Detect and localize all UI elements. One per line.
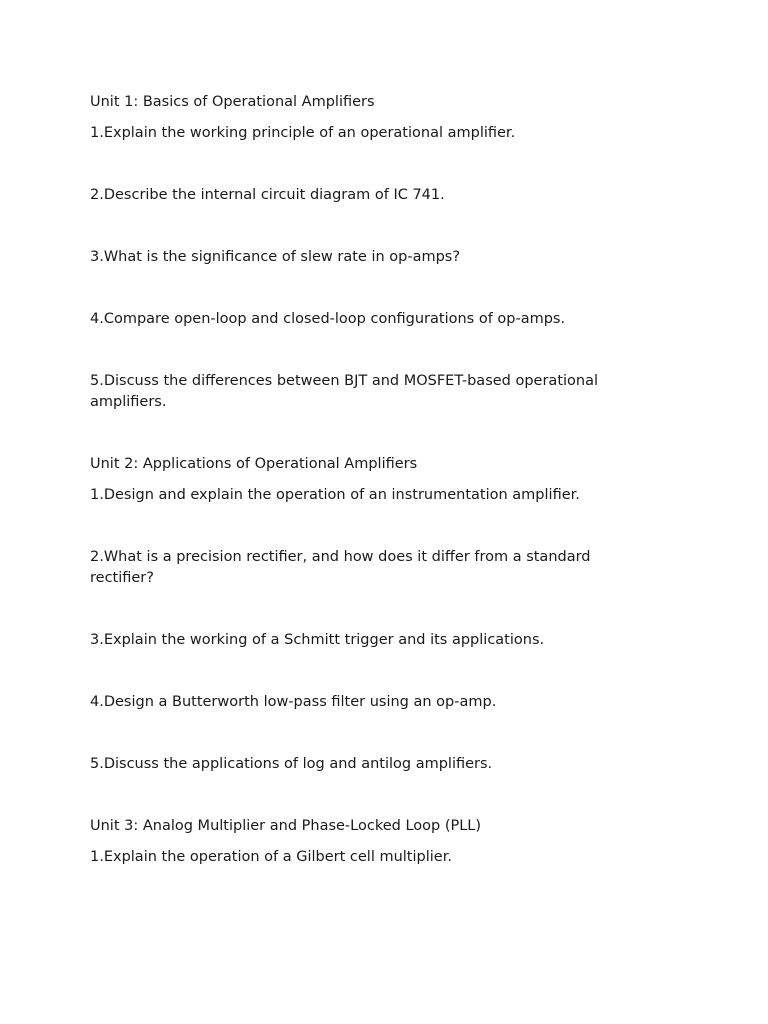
question-item: 2.Describe the internal circuit diagram of IC 741.: [90, 187, 445, 203]
question-item: 3.What is the significance of slew rate in op-amps?: [90, 249, 461, 265]
unit-3: [90, 816, 628, 868]
unit-title: Unit 3: Analog Multiplier and Phase-Locked Loop (PLL): [90, 818, 482, 834]
question-item: 2.What is a precision rectifier, and how does it differ from a standard rectifier?: [90, 549, 591, 586]
unit-2: [90, 454, 628, 775]
question-item: 4.Compare open-loop and closed-loop configurations of op-amps.: [90, 311, 566, 327]
unit-title: Unit 1: Basics of Operational Amplifiers: [90, 94, 375, 110]
unit-title: Unit 2: Applications of Operational Amplifiers: [90, 456, 418, 472]
unit-1: [90, 92, 628, 413]
question-item: 5.Discuss the applications of log and antilog amplifiers.: [90, 756, 493, 772]
question-item: 1.Explain the working principle of an operational amplifier.: [90, 125, 516, 141]
question-item: 5.Discuss the differences between BJT and MOSFET-based operational amplifiers.: [90, 373, 599, 410]
question-item: 1.Explain the operation of a Gilbert cell multiplier.: [90, 849, 452, 865]
question-item: 1.Design and explain the operation of an instrumentation amplifier.: [90, 487, 580, 503]
question-item: 3.Explain the working of a Schmitt trigger and its applications.: [90, 632, 545, 648]
question-item: 4.Design a Butterworth low-pass filter using an op-amp.: [90, 694, 497, 710]
